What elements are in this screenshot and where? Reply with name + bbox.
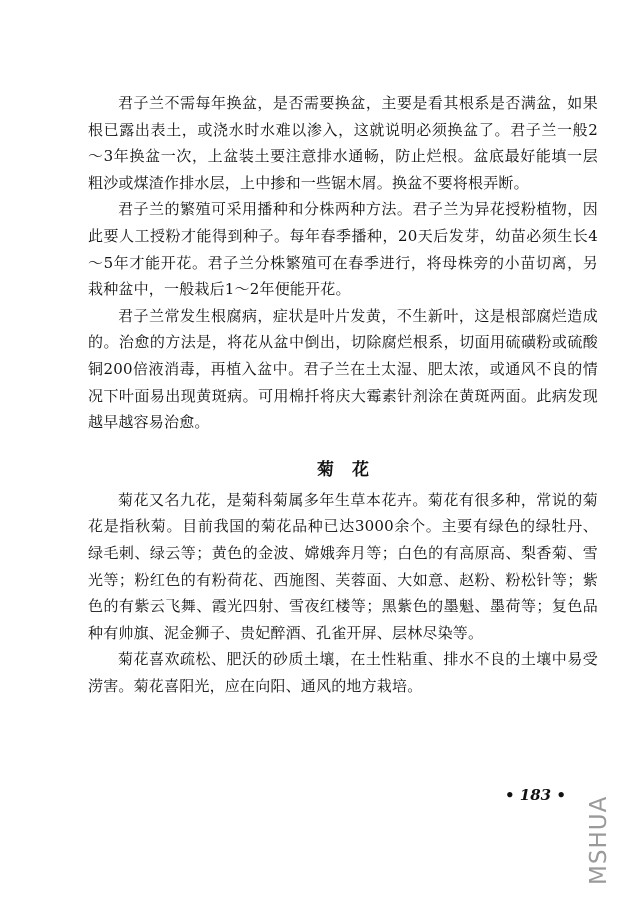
- section-title: 菊花: [317, 459, 387, 480]
- page-number: • 183 •: [505, 786, 566, 804]
- paragraph-root-rot: 君子兰常发生根腐病，症状是叶片发黄，不生新叶，这是根部腐烂造成的。治愈的方法是，将花从盆中倒出，切除腐烂根系，切面用硫磺粉或硫酸铜200倍液消毒，再植入盆中。君子兰在土太湿、肥太浓，或通风不良的情况下叶面易出现黄斑病。可用棉扦将庆大霉素针剂涂在黄斑两面。此病发现越早越容易治愈。: [88, 306, 598, 432]
- watermark: MSHUA: [586, 795, 612, 885]
- body-text: [88, 90, 598, 699]
- paragraph-chrysanthemum-soil: 菊花喜欢疏松、肥沃的砂质土壤，在土性粘重、排水不良的土壤中易受涝害。菊花喜阳光，应在向阳、通风的地方栽培。: [88, 650, 598, 695]
- paragraph-propagation: 君子兰的繁殖可采用播种和分株两种方法。君子兰为异花授粉植物，因此要人工授粉才能得到种子。每年春季播种，20天后发芽，幼苗必须生长4～5年才能开花。君子兰分株繁殖可在春季进行，将母株旁的小苗切离，另栽种盆中，一般栽后1～2年便能开花。: [88, 200, 598, 299]
- paragraph-repotting: 君子兰不需每年换盆，是否需要换盆，主要是看其根系是否满盆，如果根已露出表土，或浇水时水难以渗入，这就说明必须换盆了。君子兰一般2～3年换盆一次，上盆装土要注意排水通畅，防止烂根。盆底最好能填一层粗沙或煤渣作排水层，上中掺和一些锯木屑。换盆不要将根弄断。: [88, 94, 598, 192]
- paragraph-chrysanthemum-varieties: 菊花又名九花，是菊科菊属多年生草本花卉。菊花有很多种，常说的菊花是指秋菊。目前我国的菊花品种已达3000余个。主要有绿色的绿牡丹、绿毛刺、绿云等；黄色的金波、嫦娥奔月等；白色的有高原高、梨香菊、雪光等；粉红色的有粉荷花、西施图、芙蓉面、大如意、赵粉、粉松针等；紫色的有紫云飞舞、霞光四射、雪夜红楼等；黑紫色的墨魁、墨荷等；复色品种有帅旗、泥金狮子、贵妃醉酒、孔雀开屏、层林尽染等。: [88, 490, 598, 642]
